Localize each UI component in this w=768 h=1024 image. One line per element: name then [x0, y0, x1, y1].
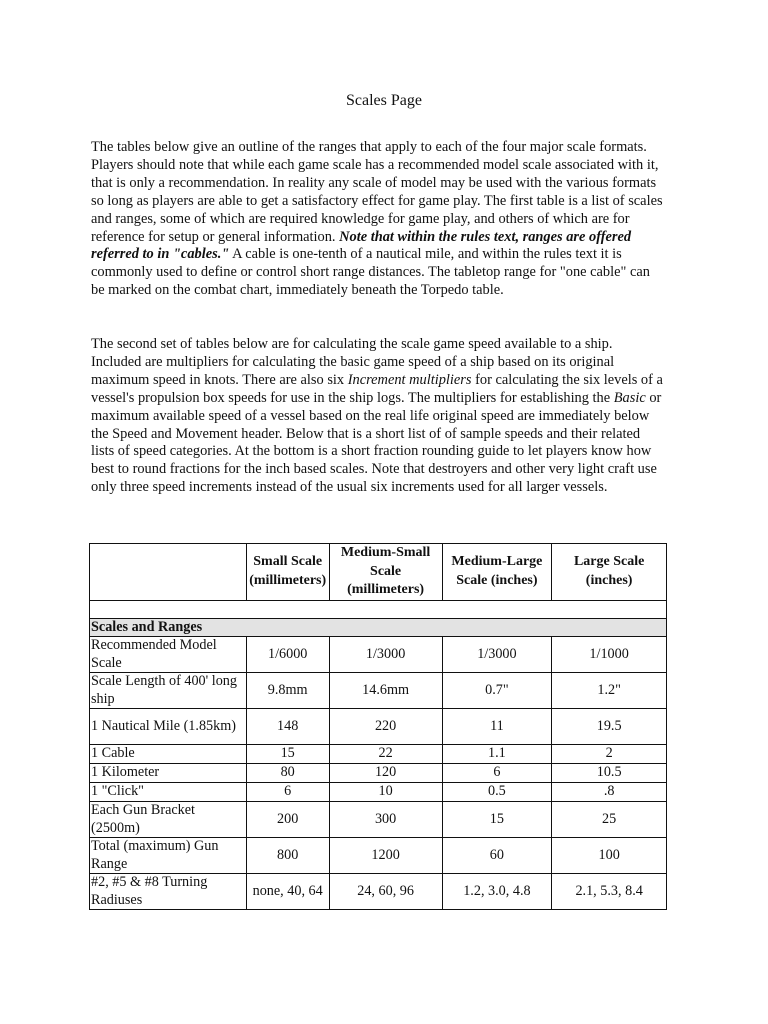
intro-p2-text-c: or maximum available speed of a vessel based on the real life original speed are immediately below the Speed and Movement header. Below that is a short list of of sample speeds and their related lists of speed categories. At the bottom is a short fraction rounding guide to let players know how best to round fractions for the inch based scales. Note that destroyers and other very light craft use only three speed increments instead of the usual six increments used for all larger vessels.	[91, 389, 662, 496]
cell-medium-small: 120	[329, 764, 442, 783]
scales-table	[89, 543, 667, 910]
cell-medium-large: 15	[442, 802, 552, 838]
cell-medium-large: 1.2, 3.0, 4.8	[442, 874, 552, 910]
table-header-row	[90, 544, 667, 601]
intro-paragraph-1	[91, 139, 663, 300]
cell-medium-small: 10	[329, 783, 442, 802]
cell-large: 25	[552, 802, 667, 838]
cell-small: none, 40, 64	[246, 874, 329, 910]
cell-medium-large: 0.5	[442, 783, 552, 802]
cell-small: 15	[246, 745, 329, 764]
header-small-scale: Small Scale (millimeters)	[246, 544, 329, 601]
row-label: 1 "Click"	[90, 783, 247, 802]
row-label: 1 Nautical Mile (1.85km)	[90, 709, 247, 745]
page-title: Scales Page	[346, 92, 422, 109]
cell-small: 6	[246, 783, 329, 802]
intro-p2-text-a: The second set of tables below are for calculating the scale game speed available to a ship. Included are multipliers for calculating the basic game speed of a ship based on its original maximum speed in knots. There are also six	[91, 336, 615, 388]
cell-large: 1.2"	[552, 673, 667, 709]
cell-medium-large: 0.7"	[442, 673, 552, 709]
cell-large: 19.5	[552, 709, 667, 745]
row-label: Each Gun Bracket (2500m)	[90, 802, 247, 838]
header-large-scale: Large Scale (inches)	[552, 544, 667, 601]
cell-medium-small: 300	[329, 802, 442, 838]
intro-p1-text-a: The tables below give an outline of the ranges that apply to each of the four major scale formats. Players should note that while each game scale has a recommended model scale associated with it, that is only a recommendation. In reality any scale of model may be used with the various formats so long as players are able to get a satisfactory effect for game play. The first table is a list of scales and ranges, some of which are required knowledge for game play, and others of which are for reference for setup or general information.	[91, 139, 663, 245]
table-row	[90, 874, 667, 910]
intro-p2-text-b: for calculating the six levels of a vessel's propulsion box speeds for use in the ship logs. The multipliers for establishing the	[91, 371, 663, 406]
cell-small: 9.8mm	[246, 673, 329, 709]
cell-medium-small: 1/3000	[329, 637, 442, 673]
table-row	[90, 709, 667, 745]
increment-multipliers-term: Increment multipliers	[347, 371, 472, 388]
table-row	[90, 802, 667, 838]
cell-medium-large: 1.1	[442, 745, 552, 764]
table-row	[90, 838, 667, 874]
row-label: Recommended Model Scale	[90, 637, 247, 673]
row-label: Scale Length of 400' long ship	[90, 673, 247, 709]
cell-small: 80	[246, 764, 329, 783]
cell-medium-large: 1/3000	[442, 637, 552, 673]
cell-large: 2.1, 5.3, 8.4	[552, 874, 667, 910]
row-label: #2, #5 & #8 Turning Radiuses	[90, 874, 247, 910]
cell-large: 2	[552, 745, 667, 764]
cell-large: 1/1000	[552, 637, 667, 673]
cell-small: 200	[246, 802, 329, 838]
row-label: 1 Cable	[90, 745, 247, 764]
header-medium-small-scale: Medium-Small Scale (millimeters)	[329, 544, 442, 601]
table-row	[90, 783, 667, 802]
cell-large: .8	[552, 783, 667, 802]
cell-medium-small: 1200	[329, 838, 442, 874]
table-row	[90, 745, 667, 764]
row-label: Total (maximum) Gun Range	[90, 838, 247, 874]
spacer-cell	[90, 600, 667, 618]
cell-small: 148	[246, 709, 329, 745]
cell-large: 100	[552, 838, 667, 874]
section-label: Scales and Ranges	[90, 618, 667, 637]
cell-medium-small: 14.6mm	[329, 673, 442, 709]
table-row	[90, 673, 667, 709]
basic-term: Basic	[613, 389, 646, 406]
cell-large: 10.5	[552, 764, 667, 783]
row-label: 1 Kilometer	[90, 764, 247, 783]
table-row	[90, 637, 667, 673]
cell-medium-large: 60	[442, 838, 552, 874]
cell-medium-large: 11	[442, 709, 552, 745]
cell-small: 800	[246, 838, 329, 874]
spacer-row	[90, 600, 667, 618]
section-row	[90, 618, 667, 637]
cell-small: 1/6000	[246, 637, 329, 673]
intro-p1-text-b: A cable is one-tenth of a nautical mile, and within the rules text it is commonly used to define or control short range distances. The tabletop range for "one cable" can be marked on the combat chart, immediately beneath the Torpedo table.	[91, 246, 650, 299]
cell-medium-small: 24, 60, 96	[329, 874, 442, 910]
header-medium-large-scale: Medium-Large Scale (inches)	[442, 544, 552, 601]
table-row	[90, 764, 667, 783]
header-blank	[90, 544, 247, 601]
cell-medium-small: 220	[329, 709, 442, 745]
intro-paragraph-2	[91, 336, 663, 497]
cell-medium-large: 6	[442, 764, 552, 783]
cell-medium-small: 22	[329, 745, 442, 764]
cables-note: Note that within the rules text, ranges are offered referred to in "cables."	[91, 228, 632, 263]
